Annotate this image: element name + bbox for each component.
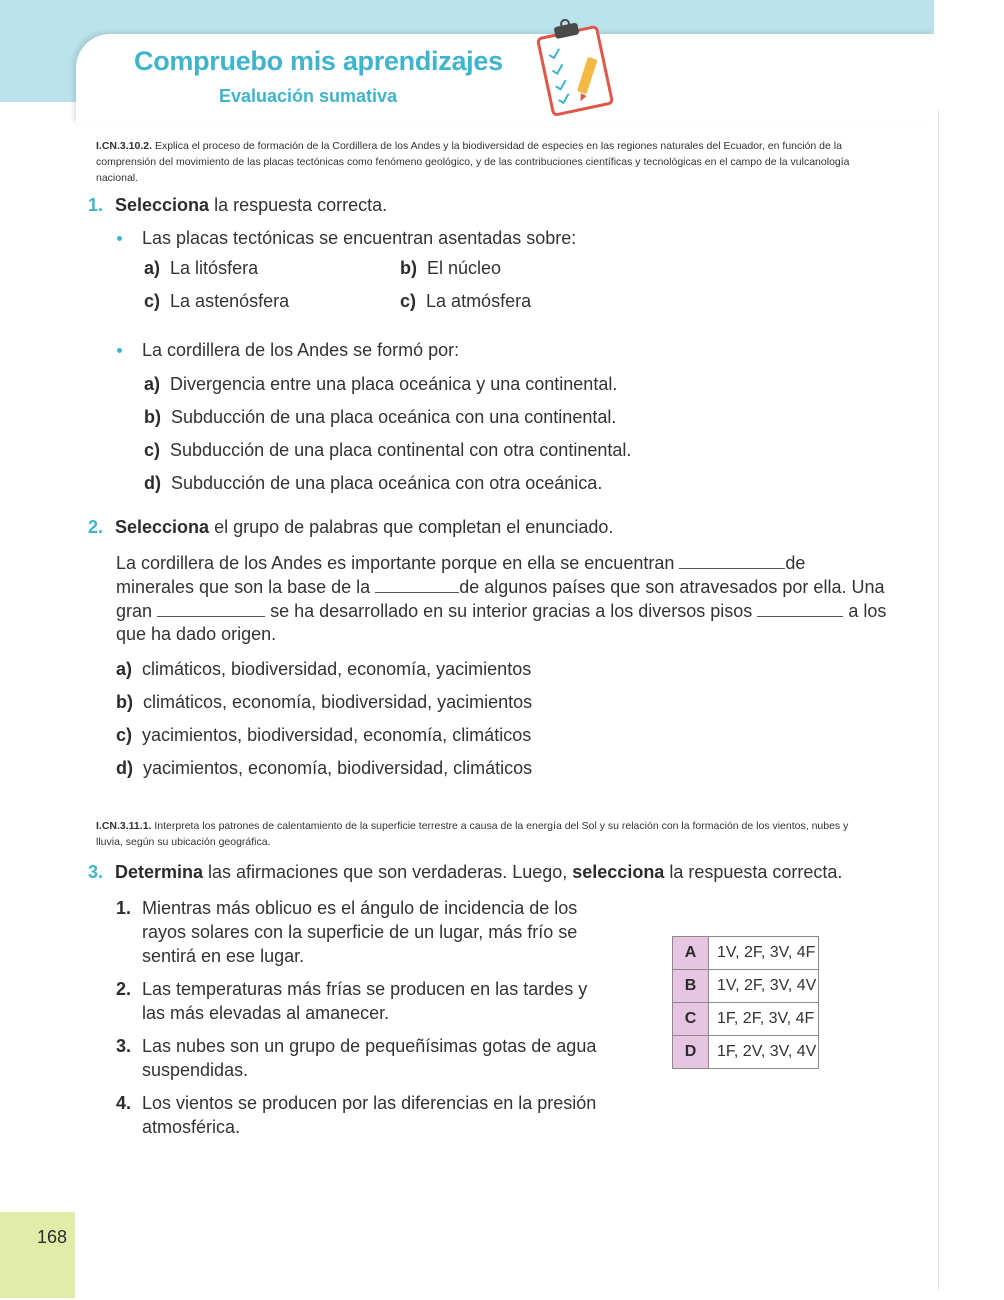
question-2-number: 2. xyxy=(88,517,104,537)
answer-row-b[interactable] xyxy=(673,970,819,1003)
page-number: 168 xyxy=(37,1227,68,1247)
answer-value: 1F, 2V, 3V, 4V xyxy=(709,1036,819,1069)
question-1-number: 1. xyxy=(88,195,104,215)
question-1-item-1-prompt: Las placas tectónicas se encuentran asentadas sobre: xyxy=(142,228,577,248)
blank-4[interactable] xyxy=(757,603,843,617)
page-number-tab xyxy=(0,1212,75,1298)
option-1-2-b[interactable]: b) Subducción de una placa oceánica con una continental. xyxy=(144,407,617,427)
statement-2-number: 2. xyxy=(116,979,132,999)
statement-2-line-2: las más elevadas al amanecer. xyxy=(142,1003,390,1023)
statement-3-number: 3. xyxy=(116,1036,132,1056)
option-2-c[interactable]: c) yacimientos, biodiversidad, economía, climáticos xyxy=(116,725,532,745)
option-2-a[interactable]: a) climáticos, biodiversidad, economía, yacimientos xyxy=(116,659,532,679)
option-2-b[interactable]: b) climáticos, economía, biodiversidad, yacimientos xyxy=(116,692,533,712)
statement-2-line-1: Las temperaturas más frías se producen en las tardes y xyxy=(142,979,588,999)
answer-key: A xyxy=(673,937,709,970)
standard-1-code: I.CN.3.10.2. xyxy=(96,140,153,152)
statement-1-number: 1. xyxy=(116,898,132,918)
statement-3-line-2: suspendidas. xyxy=(142,1060,249,1080)
answer-row-a[interactable] xyxy=(673,937,819,970)
standard-2-text: Interpreta los patrones de calentamiento de la superficie terrestre a causa de la energía del Sol y su relación con la formación de los vientos, nubes y lluvia, según su ubicación geográfica. xyxy=(96,820,849,848)
paragraph-line-2: minerales que son la base de la de algunos países que son atravesados por ella. Una xyxy=(116,577,885,597)
blank-1[interactable] xyxy=(679,555,785,569)
paragraph-line-4: que ha dado origen. xyxy=(116,624,277,644)
statement-4-line-2: atmosférica. xyxy=(142,1117,241,1137)
statement-3-line-1: Las nubes son un grupo de pequeñísimas gotas de agua xyxy=(142,1036,597,1056)
standard-2 xyxy=(96,818,868,850)
blank-3[interactable] xyxy=(157,603,265,617)
standard-1 xyxy=(96,138,868,186)
standard-2-code: I.CN.3.11.1. xyxy=(96,820,152,832)
answer-key: C xyxy=(673,1003,709,1036)
clipboard-icon xyxy=(528,16,620,116)
question-1-instruction: Selecciona la respuesta correcta. xyxy=(115,195,388,215)
paragraph-line-1: La cordillera de los Andes es importante porque en ella se encuentran de xyxy=(116,553,806,573)
option-1-2-a[interactable]: a) Divergencia entre una placa oceánica y una continental. xyxy=(144,374,618,394)
option-1-1-d[interactable]: c) La atmósfera xyxy=(400,291,532,311)
answer-key: B xyxy=(673,970,709,1003)
bullet xyxy=(117,348,122,353)
answer-table xyxy=(672,936,819,1069)
question-2-instruction: Selecciona el grupo de palabras que completan el enunciado. xyxy=(115,517,614,537)
statement-1-line-2: rayos solares con la superficie de un lugar, más frío se xyxy=(142,922,578,942)
bullet xyxy=(117,236,122,241)
option-1-1-b[interactable]: b) El núcleo xyxy=(400,258,502,278)
paragraph-line-3: gran se ha desarrollado en su interior gracias a los diversos pisos a los xyxy=(116,601,887,621)
statement-4-line-1: Los vientos se producen por las diferencias en la presión xyxy=(142,1093,597,1113)
blank-2[interactable] xyxy=(375,579,459,593)
answer-value: 1V, 2F, 3V, 4F xyxy=(709,937,819,970)
statement-4-number: 4. xyxy=(116,1093,132,1113)
page-subtitle: Evaluación sumativa xyxy=(219,86,398,106)
answer-row-d[interactable] xyxy=(673,1036,819,1069)
margin-line xyxy=(938,110,939,1290)
option-1-1-a[interactable]: a) La litósfera xyxy=(144,258,259,278)
page-title: Compruebo mis aprendizajes xyxy=(134,46,503,76)
answer-row-c[interactable] xyxy=(673,1003,819,1036)
statement-1-line-1: Mientras más oblicuo es el ángulo de incidencia de los xyxy=(142,898,578,918)
standard-1-text: Explica el proceso de formación de la Cordillera de los Andes y la biodiversidad de especies en las regiones naturales del Ecuador, en función de la comprensión del movimiento de las placas tectónicas como fenómeno geológico, y de las contribuciones científicas y tecnológicas en el campo de la vulcanología nacional. xyxy=(96,140,850,184)
answer-value: 1F, 2F, 3V, 4F xyxy=(709,1003,819,1036)
option-1-2-d[interactable]: d) Subducción de una placa oceánica con otra oceánica. xyxy=(144,473,603,493)
question-1-item-2-prompt: La cordillera de los Andes se formó por: xyxy=(142,340,460,360)
answer-value: 1V, 2F, 3V, 4V xyxy=(709,970,819,1003)
statement-1-line-3: sentirá en ese lugar. xyxy=(142,946,305,966)
answer-key: D xyxy=(673,1036,709,1069)
option-2-d[interactable]: d) yacimientos, economía, biodiversidad, climáticos xyxy=(116,758,533,778)
option-1-1-c[interactable]: c) La astenósfera xyxy=(144,291,290,311)
question-3-instruction: Determina las afirmaciones que son verdaderas. Luego, selecciona la respuesta correcta. xyxy=(115,862,843,882)
option-1-2-c[interactable]: c) Subducción de una placa continental con otra continental. xyxy=(144,440,632,460)
question-3-number: 3. xyxy=(88,862,104,882)
